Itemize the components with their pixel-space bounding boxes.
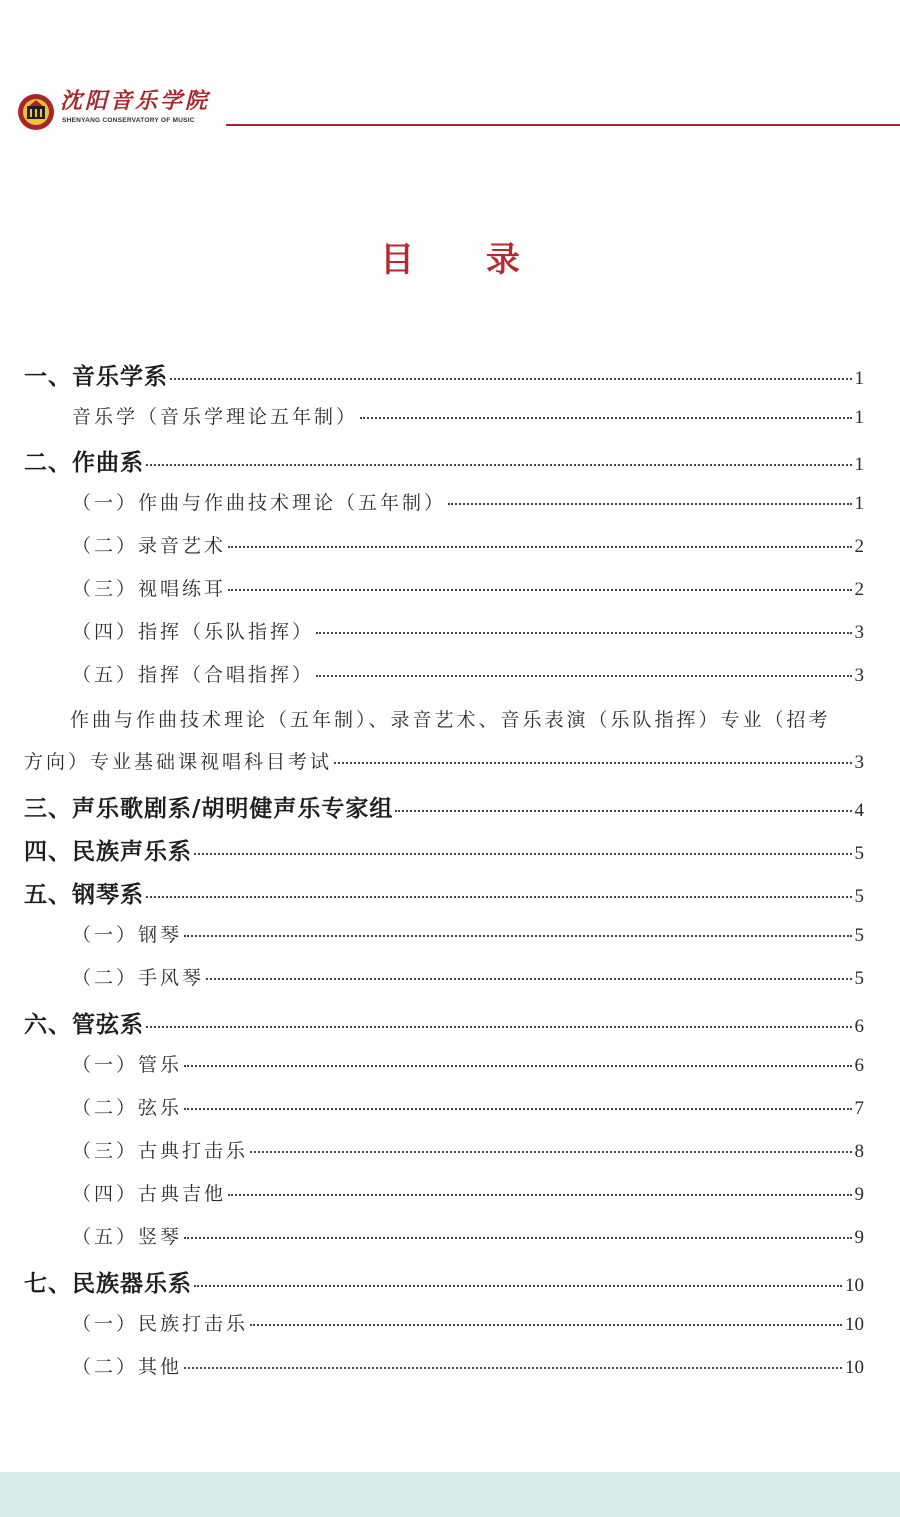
toc-entry[interactable] <box>72 660 864 690</box>
toc-entry-label: （三）古典打击乐 <box>72 1140 249 1162</box>
toc-entry-label: （三）视唱练耳 <box>72 578 227 600</box>
leader-dots <box>360 417 851 419</box>
leader-dots <box>334 762 851 764</box>
toc-page-number: 3 <box>854 665 864 686</box>
toc-entry-label: （二）手风琴 <box>72 967 205 989</box>
toc-entry[interactable] <box>24 358 864 388</box>
leader-dots <box>194 853 852 855</box>
school-name-cn: 沈阳音乐学院 <box>60 88 211 114</box>
leader-dots <box>250 1324 842 1326</box>
toc-entry-label: （一）民族打击乐 <box>72 1313 249 1335</box>
toc-entry[interactable] <box>72 488 864 518</box>
page-header <box>0 84 900 134</box>
toc-entry-label: （一）作曲与作曲技术理论（五年制） <box>72 492 447 514</box>
toc-entry-label: （四）古典吉他 <box>72 1183 227 1205</box>
toc-page-number: 10 <box>845 1314 864 1335</box>
toc-entry[interactable] <box>72 1222 864 1252</box>
toc-entry-label: （一）钢琴 <box>72 924 183 946</box>
toc-entry-label: 音乐学（音乐学理论五年制） <box>72 406 359 428</box>
toc-entry-label: 方向）专业基础课视唱科目考试 <box>24 751 333 773</box>
toc-page-number: 9 <box>854 1184 864 1205</box>
toc-entry-label: （二）录音艺术 <box>72 535 227 557</box>
header-divider <box>226 124 900 126</box>
leader-dots <box>184 1108 851 1110</box>
leader-dots <box>250 1151 851 1153</box>
leader-dots <box>316 632 851 634</box>
toc-entry[interactable] <box>72 1093 864 1123</box>
leader-dots <box>146 896 852 898</box>
toc-entry[interactable] <box>72 1352 864 1382</box>
toc-entry-label: 一、音乐学系 <box>24 364 168 390</box>
toc-entry-label: 四、民族声乐系 <box>24 839 192 865</box>
toc-entry[interactable] <box>72 617 864 647</box>
toc-page-number: 1 <box>854 454 864 475</box>
toc-page-number: 1 <box>854 407 864 428</box>
toc-entry[interactable] <box>72 531 864 561</box>
leader-dots <box>448 503 851 505</box>
toc-entry-label: 二、作曲系 <box>24 450 144 476</box>
leader-dots <box>228 546 851 548</box>
toc-page-number: 5 <box>854 968 864 989</box>
page-title: 目 录 <box>380 240 550 280</box>
toc-entry[interactable] <box>72 1136 864 1166</box>
toc-entry[interactable] <box>72 1050 864 1080</box>
leader-dots <box>194 1285 842 1287</box>
toc-page-number: 3 <box>854 622 864 643</box>
toc-entry-wrapped-line: 作曲与作曲技术理论（五年制）、录音艺术、音乐表演（乐队指挥）专业（招考 <box>70 709 831 731</box>
leader-dots <box>146 464 852 466</box>
leader-dots <box>206 978 851 980</box>
toc-entry[interactable] <box>72 920 864 950</box>
toc-entry-label: （二）弦乐 <box>72 1097 183 1119</box>
toc-entry[interactable] <box>24 876 864 906</box>
toc-page-number: 9 <box>854 1227 864 1248</box>
toc-page-number: 5 <box>854 925 864 946</box>
school-name-en: SHENYANG CONSERVATORY OF MUSIC <box>62 117 195 124</box>
leader-dots <box>146 1026 852 1028</box>
toc-page-number: 4 <box>854 800 864 821</box>
leader-dots <box>184 1367 842 1369</box>
toc-page-number: 1 <box>854 493 864 514</box>
toc-entry-label: 三、声乐歌剧系/胡明健声乐专家组 <box>24 796 394 822</box>
toc-entry[interactable] <box>24 790 864 820</box>
toc-entry[interactable] <box>24 1006 864 1036</box>
leader-dots <box>228 589 851 591</box>
toc-entry[interactable] <box>72 1179 864 1209</box>
toc-entry-label: （一）管乐 <box>72 1054 183 1076</box>
toc-entry-label: （五）指挥（合唱指挥） <box>72 664 315 686</box>
toc-page-number: 10 <box>845 1357 864 1378</box>
toc-page-number: 7 <box>854 1098 864 1119</box>
leader-dots <box>184 1237 851 1239</box>
toc-entry-label: 五、钢琴系 <box>24 882 144 908</box>
toc-entry[interactable] <box>24 1265 864 1295</box>
toc-page-number: 2 <box>854 579 864 600</box>
toc-page-number: 5 <box>854 843 864 864</box>
leader-dots <box>184 935 851 937</box>
toc-entry[interactable] <box>24 833 864 863</box>
leader-dots <box>184 1065 851 1067</box>
college-emblem-icon <box>16 92 56 132</box>
toc-entry-label: （二）其他 <box>72 1356 183 1378</box>
toc-entry-label: 七、民族器乐系 <box>24 1271 192 1297</box>
toc-entry-label: （四）指挥（乐队指挥） <box>72 621 315 643</box>
toc-page-number: 3 <box>854 752 864 773</box>
toc-page-number: 6 <box>854 1016 864 1037</box>
toc-entry[interactable] <box>72 574 864 604</box>
leader-dots <box>316 675 851 677</box>
toc-page-number: 6 <box>854 1055 864 1076</box>
leader-dots <box>170 378 852 380</box>
toc-entry[interactable] <box>72 402 864 432</box>
toc-page-number: 1 <box>854 368 864 389</box>
toc-entry-label: （五）竖琴 <box>72 1226 183 1248</box>
toc-entry[interactable] <box>24 444 864 474</box>
toc-entry-label: 六、管弦系 <box>24 1012 144 1038</box>
toc-entry[interactable] <box>72 1309 864 1339</box>
leader-dots <box>228 1194 851 1196</box>
footer-band <box>0 1472 900 1517</box>
toc-page-number: 8 <box>854 1141 864 1162</box>
toc-page-number: 10 <box>845 1275 864 1296</box>
leader-dots <box>395 810 851 812</box>
toc-entry[interactable] <box>72 963 864 993</box>
toc-page-number: 5 <box>854 886 864 907</box>
toc-page-number: 2 <box>854 536 864 557</box>
toc-entry[interactable] <box>24 747 864 777</box>
